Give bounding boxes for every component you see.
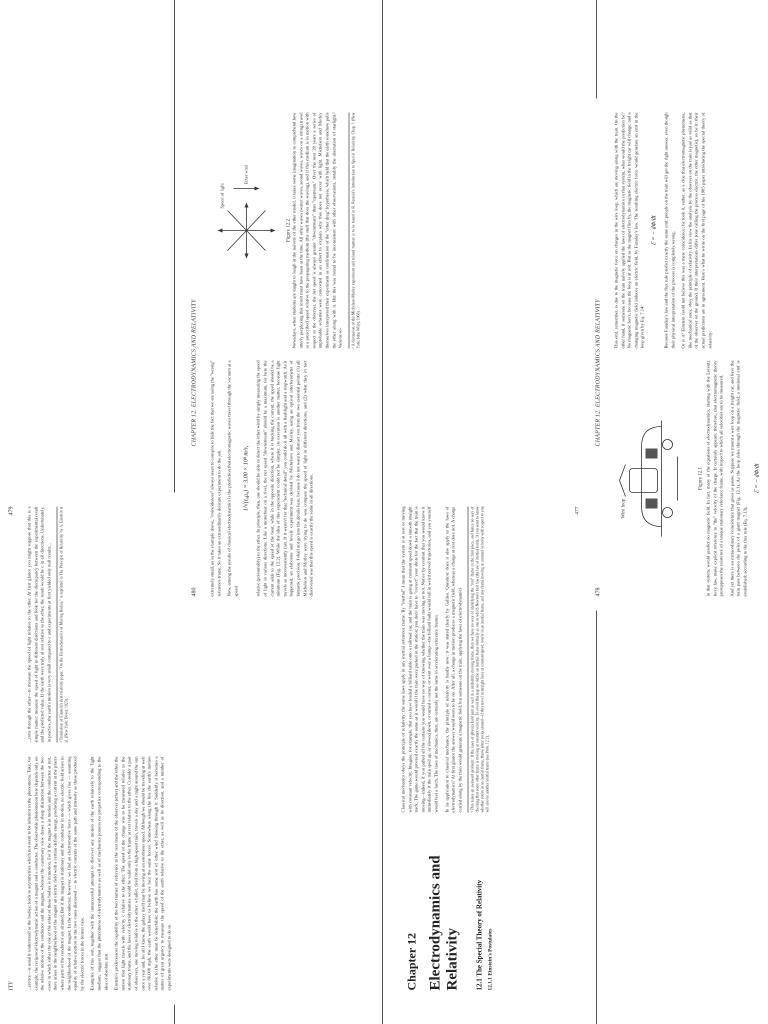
paragraph: In its application to classical mechanics, the principle of relativity is hardly new; it was stated clearly by Galileo. Question: does it also apply to the laws of electrodynamics? At first glance the answer would seem to be no. After all, a charge in motion produces a magnetic field, whereas a charge at rest does not. A charge carried along by the train would generate a magnetic field, but someone on the train, applying the laws of electrodynamics — [443, 506, 462, 812]
wire-loop-freight-car-diagram — [617, 360, 691, 596]
wire-loop-label: Wire loop — [621, 498, 626, 518]
page-479 — [0, 492, 195, 1004]
page-number: 479 — [8, 506, 14, 515]
figure-caption: Figure 12.2 — [286, 218, 291, 242]
paragraph: And yet there is an extraordinary coincidence that gives us pause. Suppose we mount a wire loop on a freight car, and have the train pass between the poles of a giant magnet (Fig. 12.1). As the loop rides through the magnetic field, a motional emf is established; according to the flux rule (Eq. 7.13), — [728, 360, 747, 596]
paragraph: Classical mechanics obeys the principle of relativity: the same laws apply in any inertial reference frame. By "inertial" I mean that the system is at rest or moving with constant velocity. Imagine, for example, that you have loaded a billiard table onto a railroad car, and the train is going at constant speed down a smooth straight track. The game would proceed exactly the same as it would if the train were parked in the station; you don't have to "correct" your shots for the fact that the train is moving—indeed, if you pulled all the curtains you would have no way of knowing whether the train was moving or not. Notice by contrast that you would know it immediately if the train sped up, or slowed down, or turned a corner, or went over a bump—the billiard balls would roll in weird curved trajectories, and you yourself would feel a lurch. The laws of mechanics, then, are certainly not the same in accelerating reference frames. — [400, 506, 438, 812]
page-number: 480 — [191, 587, 197, 596]
paragraph: Or is it? Einstein could not believe this was a mere coincidence; he took it, rather, as a clue that electromagnetic phenomena, like mechanical ones, obey the principle of relativity. In his view the analysis by the observer on the train is just as valid as that of the observer on the ground. If their interpretations differ (one calling the process electric, the other magnetic), so be it; their actual predictions are in agreement. Here's what he wrote on the first page of his 1905 paper introducing the special theory of relativity: — [680, 112, 712, 348]
text-column-2 — [26, 506, 178, 742]
ether-wind-label: Ether wind — [243, 164, 248, 184]
text-column-2 — [613, 112, 765, 348]
page-divider — [382, 0, 383, 1024]
running-head — [8, 506, 20, 990]
ether-wind-diagram — [213, 112, 279, 348]
text-column-1 — [26, 756, 178, 990]
paragraph: Examples of this sort, together with the unsuccessful attempts to discover any motion of the earth relatively to the 'light medium,' suggest that the phenomena of electrodynamics as well as of mechanics possess no properties corresponding to the idea of absolute rest. — [89, 756, 108, 990]
running-title: CHAPTER 12. ELECTRODYNAMICS AND RELATIVITY — [595, 298, 601, 446]
speed-of-light-label: Speed of light — [219, 182, 224, 208]
text-column-2 — [209, 112, 361, 348]
paragraph: Nowadays, when students are taught to laugh at the naiveté of the ether model, it takes some imagination to comprehend how utterly perplexing this result must have been at the time. All other waves (water waves, sound waves, waves on a string) travel at a prescribed speed relative to the propagating medium (the stuff that does the waving), and if this medium is in motion with respect to the observer, the net speed is always greater "downstream" than "upstream." Over the next 20 years a series of improbable schemes were concocted in an effort to explain why this does not occur with light. Michelson and Morley themselves interpreted their experiment as confirmation of the "ether drag" hypothesis, which held that the earth somehow pulls the ether along with it. But this was found to be inconsistent with other observations, notably the aberration of starlight.² Various so- — [291, 112, 343, 348]
paragraph: ...erence—is usually understood as the bodies; leads to asymmetries which not seem to be inherent in the phenomena. Take, for example, the reciprocal electrodynamic action of a magnet and a conductor. The observable phenomenon here depends only on the relative motion of the conductor and the magnet, whereas the customary view draws a sharp distinction between the two cases in which either the one or the other of these bodies is in motion. For if the magnet is in motion and the conductor at rest, there arises in the neighborhood of the magnet an electric field with a certain definite energy, producing a current at the places where parts of the conductor are situated. But if the magnet is stationary and the conductor in motion, no electric field arises in the neighborhood of the magnet. In the conductor, however, we find an electromotive force — which gives rise — assuming equality of relative motion in the two cases discussed — to electric currents of the same path and intensity as those produced by the electric forces in the former case. — [26, 756, 84, 990]
footnote: ² A discussion of the Michelson-Morley experiment and related matters is to be found in R. Resnick's Introduction to Special Relativity, Chap. 1 (New York: John Wiley, 1968). — [348, 112, 361, 348]
page-number: 478 — [595, 587, 601, 596]
equation: ℰ = − dΦ/dt — [650, 214, 657, 246]
paragraph: relative (presumably) to the ether. In principle, then, one should be able to detect the ether wind by simply measuring the speed of light in various directions. Like a motorboat on a river, the net speed "downstream" should be a maximum, for here the current adds to the speed of the boat, while in the opposite direction, where it is bucking the current, the speed should be a minimum (Fig. 12.2). While the idea of this experiment could not be simpler, its execution is another matter, because light travels so inconveniently fast. If it weren't for that "technical detail" you could do it all with a flashlight and a stopwatch. As it happened, an elaborate and lovely experiment was devised by Michelson and Morley, using an optical interferometer of fantastic precision. I shall not go into the details here, because I do not want to distract you from the two essential points: (1) all Michelson and Morley were trying to do was compare the speed of light in different directions, and (2) what they in fact discovered was that this speed is exactly the same in all directions. — [255, 360, 314, 596]
text-column-1 — [400, 506, 570, 812]
chapter-label: Chapter 12 — [404, 932, 418, 990]
paragraph: Because Faraday's law and the flux rule predict exactly the same emf, people on the train will get the right answer, even though their physical interpretation of the process is completely wrong. — [662, 112, 675, 348]
page-480 — [183, 98, 378, 610]
page-number: 477 — [574, 506, 580, 515]
text-column-1 — [209, 360, 361, 596]
equation: ℰ = − dΦ/dt — [753, 462, 760, 494]
subsection-heading: 12.1.1 Einstein's Postulates — [487, 928, 493, 990]
paragraph: Now, among the results of classical electrodynamics is the prediction that electromagnetic waves travel through the vacuum at a speed — [226, 360, 238, 596]
paragraph: extremely small, as in the example above, "coincidences" always seem to conspire to hide the fact that we are using the "wrong" reference frame. So it takes an extraordinarily delicate experiment to do the job. — [209, 360, 221, 596]
paragraph: ...cons through the ether—to measure the speed of light relative to the ether. At first glance you might suppose that this is a simple matter: measure the speed of light in different directions and look for the discrepancy between the experimental result and the predicted value. If the earth were truly at rest relative to the ether, the result would be c in all directions. Unfortunately, in practice, the earth's motion is very small compared to c and experiments at first yielded only null results... — [26, 506, 51, 742]
section-heading: 12.1 The Special Theory of Relativity — [475, 879, 483, 990]
footnote: ¹ This raises an awkward problem: If the laws of physics hold just as well in a uniformly moving frame, then we have no way of identifying the "rest" frame in the first place, and hence no way of checking that some other frame is moving at constant velocity. To avoid this trap we define an inertial frame formally as one in which Newton's first law (the law of inertia) holds. If you want to know whether you're in an inertial frame, throw some rocks around—if they travel in straight lines at constant speed, you're in an inertial frame, and any frame moving at constant velocity with respect to you will also be another inertial frame (see Prob. 12.1). — [467, 506, 490, 812]
figure-caption: Figure 12.1 — [698, 466, 703, 490]
chapter-title: Electrodynamics and Relativity — [427, 854, 460, 990]
figure-12-1 — [617, 360, 701, 596]
page-477 — [392, 492, 587, 1004]
paragraph: Einstein's predecessors the capability of the two frames of reference to the rest frame of the observer (ether) and the other the notion that light travels with velocity c relative to the ether. The speed of the charge was to be measured relative to the stationary frame, and the laws of electrodynamics would be valid only in the frame at rest relative to the ether. Consider a pair of observers, one moving relative to the other: a bullet, fired from a high-speed train, travels a day and a night around the sun once a year and, for all I know, the galaxy itself may be moving at an enormous speed. Although we should be traveling at well over 60,000 mph, the earth would have us believe we face the same forces. Somewhere along the line the earth's motion relative to the ether must be detectable; the earth has some sort of 'ether wind' blowing through it. Suddenly it becomes a matter of great urgency to measure the speed of the earth relative to the ether, as well as its direction, and a number of experiments were designed to do so. — [113, 756, 171, 990]
running-title: CHAPTER 12. ELECTRODYNAMICS AND RELATIVITY — [191, 298, 197, 446]
equation: 1/√(ε₀μ₀) = 3.00 × 10⁸ m/s, — [243, 445, 250, 511]
page-478 — [587, 98, 768, 610]
paragraph: This emf, remember, is due to the magnetic force on charges in the wire loop, which are moving along with the train. On the other hand, if someone on the train naïvely applied the laws of electrodynamics in that system, what would the prediction be? No magnetic force, because the loop is at rest. But as the magnet flies by, the magnetic field in the freight car will change, and a changing magnetic field induces an electric field, by Faraday's law. The resulting electric force would generate an emf in the loop given by Eq. 7.14: — [613, 112, 645, 348]
footnote: ¹ Translation of Einstein's first relativity paper, "On the Electrodynamics of Moving Bodies," is reprinted in The Principle of Relativity, by A. Einstein et al. (New York: Dover, 1923). — [56, 506, 69, 742]
chapter-heading-block — [400, 820, 570, 990]
running-title: ITY — [8, 980, 14, 990]
running-head — [595, 112, 607, 596]
running-head — [191, 112, 203, 596]
paragraph: in that system, would predict no magnetic field. In fact, many of the equations of electrodynamics, starting with the Lorentz force law, make explicit reference to "the" velocity of the charge. It certainly appears, therefore, that electromagnetic theory presupposes the existence of a unique stationary reference frame, with respect to which all velocities are to be measured. — [705, 360, 724, 596]
text-column-1 — [613, 360, 765, 596]
figure-12-2 — [213, 112, 291, 348]
